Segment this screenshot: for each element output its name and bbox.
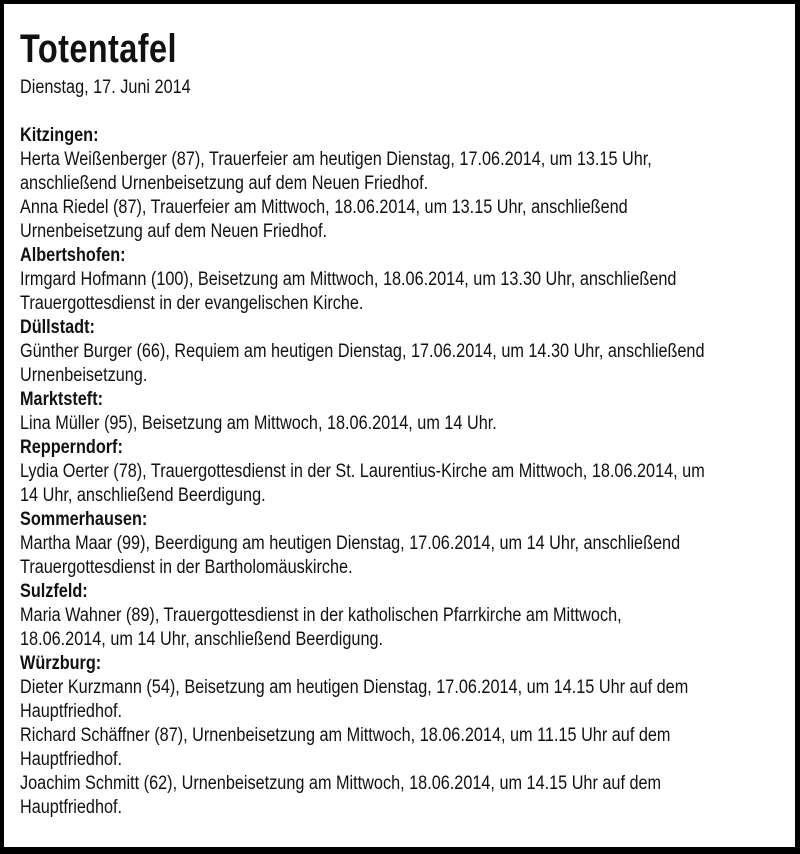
place-heading: Würzburg:: [20, 653, 102, 674]
obituary-entry: [20, 412, 790, 436]
obituary-entry: [20, 268, 790, 316]
entry-line: Trauergottesdienst in der Bartholomäuskirche.: [20, 557, 353, 578]
entry-line: Urnenbeisetzung auf dem Neuen Friedhof.: [20, 221, 328, 242]
place-heading: Sommerhausen:: [20, 509, 148, 530]
entry-line: Anna Riedel (87), Trauerfeier am Mittwoch, 18.06.2014, um 13.15 Uhr, anschließend: [20, 197, 628, 218]
obituary-entry: [20, 676, 790, 724]
entry-line: Martha Maar (99), Beerdigung am heutigen Dienstag, 17.06.2014, um 14 Uhr, anschließend: [20, 533, 681, 554]
entry-line: Dieter Kurzmann (54), Beisetzung am heutigen Dienstag, 17.06.2014, um 14.15 Uhr auf dem: [20, 677, 689, 698]
entry-line: Trauergottesdienst in der evangelischen Kirche.: [20, 293, 364, 314]
entry-line: Richard Schäffner (87), Urnenbeisetzung am Mittwoch, 18.06.2014, um 11.15 Uhr auf dem: [20, 725, 671, 746]
obituary-entry: [20, 340, 790, 388]
entry-line: Hauptfriedhof.: [20, 797, 123, 818]
entry-line: Maria Wahner (89), Trauergottesdienst in der katholischen Pfarrkirche am Mittwoch,: [20, 605, 622, 626]
place-heading: Marktsteft:: [20, 389, 104, 410]
entry-line: Hauptfriedhof.: [20, 701, 123, 722]
obituary-entry: [20, 196, 790, 244]
place-heading: Repperndorf:: [20, 437, 123, 458]
obituary-content: [20, 26, 790, 820]
entry-line: 18.06.2014, um 14 Uhr, anschließend Beerdigung.: [20, 629, 384, 650]
place-heading: Albertshofen:: [20, 245, 126, 266]
obituary-entry: [20, 148, 790, 196]
entry-line: anschließend Urnenbeisetzung auf dem Neuen Friedhof.: [20, 173, 429, 194]
obituary-entry: [20, 604, 790, 652]
entry-line: Irmgard Hofmann (100), Beisetzung am Mittwoch, 18.06.2014, um 13.30 Uhr, anschließend: [20, 269, 677, 290]
entry-line: Lydia Oerter (78), Trauergottesdienst in der St. Laurentius-Kirche am Mittwoch, 18.06.2014, um: [20, 461, 705, 482]
entry-line: Herta Weißenberger (87), Trauerfeier am heutigen Dienstag, 17.06.2014, um 13.15 Uhr,: [20, 149, 652, 170]
place-heading: Sulzfeld:: [20, 581, 88, 602]
obituary-entry: [20, 772, 790, 820]
entry-line: Urnenbeisetzung.: [20, 365, 148, 386]
entry-line: Joachim Schmitt (62), Urnenbeisetzung am Mittwoch, 18.06.2014, um 14.15 Uhr auf dem: [20, 773, 662, 794]
entry-line: Lina Müller (95), Beisetzung am Mittwoch, 18.06.2014, um 14 Uhr.: [20, 413, 497, 434]
obituary-entry: [20, 724, 790, 772]
publication-date: Dienstag, 17. Juni 2014: [20, 77, 191, 98]
place-heading: Düllstadt:: [20, 317, 95, 338]
obituary-entry: [20, 532, 790, 580]
entry-line: Günther Burger (66), Requiem am heutigen Dienstag, 17.06.2014, um 14.30 Uhr, anschließend: [20, 341, 705, 362]
entry-line: Hauptfriedhof.: [20, 749, 123, 770]
page-title: Totentafel: [20, 27, 177, 71]
obituary-sections: [20, 124, 790, 820]
place-heading: Kitzingen:: [20, 125, 99, 146]
obituary-entry: [20, 460, 790, 508]
obituary-panel: [4, 4, 795, 847]
entry-line: 14 Uhr, anschließend Beerdigung.: [20, 485, 266, 506]
